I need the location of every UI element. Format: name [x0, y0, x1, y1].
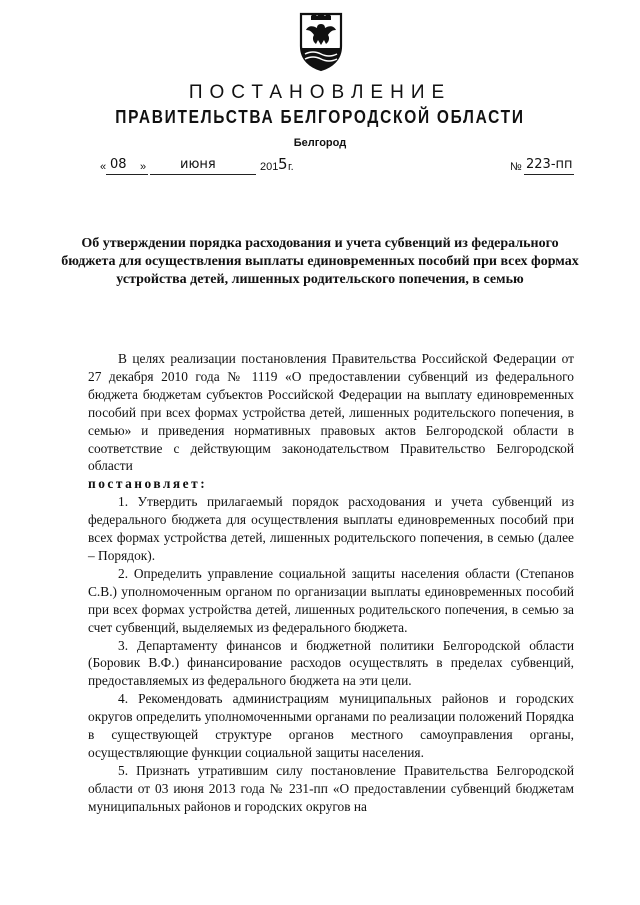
issuer-heading: ПРАВИТЕЛЬСТВА БЕЛГОРОДСКОЙ ОБЛАСТИ: [115, 107, 525, 127]
number-label: №: [510, 161, 522, 173]
decree-word: постановляет: [88, 476, 201, 492]
date-year-abbr: г.: [288, 161, 294, 173]
date-number-line: [100, 157, 580, 179]
date-year-prefix: 201: [260, 161, 279, 173]
list-item: 4. Рекомендовать администрациям муниципальных районов и городских округов определить уполномоченными органами по реализации положений Порядка в существующей структуре органов местного самоуправления органы, осуществляющие функции социальной защиты населения.: [88, 691, 574, 760]
list-item: 2. Определить управление социальной защиты населения области (Степанов С.В.) уполномоченным органом по организации выплаты единовременных пособий при всех формах устройства детей, лишенных родительского попечения, в семью за счет субвенций, выделяемых из федерального бюджета.: [88, 565, 574, 635]
list-item: 1. Утвердить прилагаемый порядок расходования и учета субвенций из федерального бюджета для осуществления выплаты единовременных пособий при всех формах устройства детей, лишенных родительского попечения, в семью (далее – Порядок).: [88, 494, 574, 563]
list-item: 5. Признать утратившим силу постановление Правительства Белгородской области от 03 июня 2013 года № 231-пп «О предоставлении субвенций бюджетам муниципальных районов и городских округов на: [88, 762, 574, 814]
date-close-quote: »: [140, 161, 147, 173]
day-underline: [106, 174, 148, 175]
month-underline: [150, 174, 256, 175]
date-year-suffix: 5: [278, 155, 288, 173]
preamble-text: В целях реализации постановления Правительства Российской Федерации от 27 декабря 2010 года № 1119 «О предоставлении субвенций из федерального бюджета бюджетам субъектов Российской Федерации на выплату единовременных пособий при всех формах устройства детей, лишенных родительского попечения, в семью» и приведения нормативных правовых актов Белгородской области в соответствие с действующим законодательством Правительство Белгородской области: [88, 351, 574, 474]
date-open-quote: «: [100, 161, 107, 173]
city-label: Белгород: [293, 137, 347, 149]
list-item: 3. Департаменту финансов и бюджетной политики Белгородской области (Боровик В.Ф.) финансирование расходов осуществлять в пределах субвенций, предоставляемых из федерального бюджета на эти цели.: [88, 637, 574, 689]
document-body: [88, 350, 574, 816]
decree-colon: :: [200, 476, 205, 492]
document-type-heading: ПОСТАНОВЛЕНИЕ: [188, 82, 452, 103]
date-day: 08: [110, 157, 127, 172]
date-month: июня: [180, 157, 216, 172]
document-number: 223-пп: [526, 157, 573, 172]
preamble-paragraph: [88, 350, 574, 475]
coat-of-arms-icon: [298, 10, 344, 72]
number-underline: [524, 174, 574, 175]
document-title: Об утверждении порядка расходования и учета субвенций из федерального бюджета для осуществления выплаты единовременных пособий при всех формах устройства детей, лишенных родительского попечения, в семью: [61, 236, 579, 287]
decree-line: [88, 475, 574, 493]
